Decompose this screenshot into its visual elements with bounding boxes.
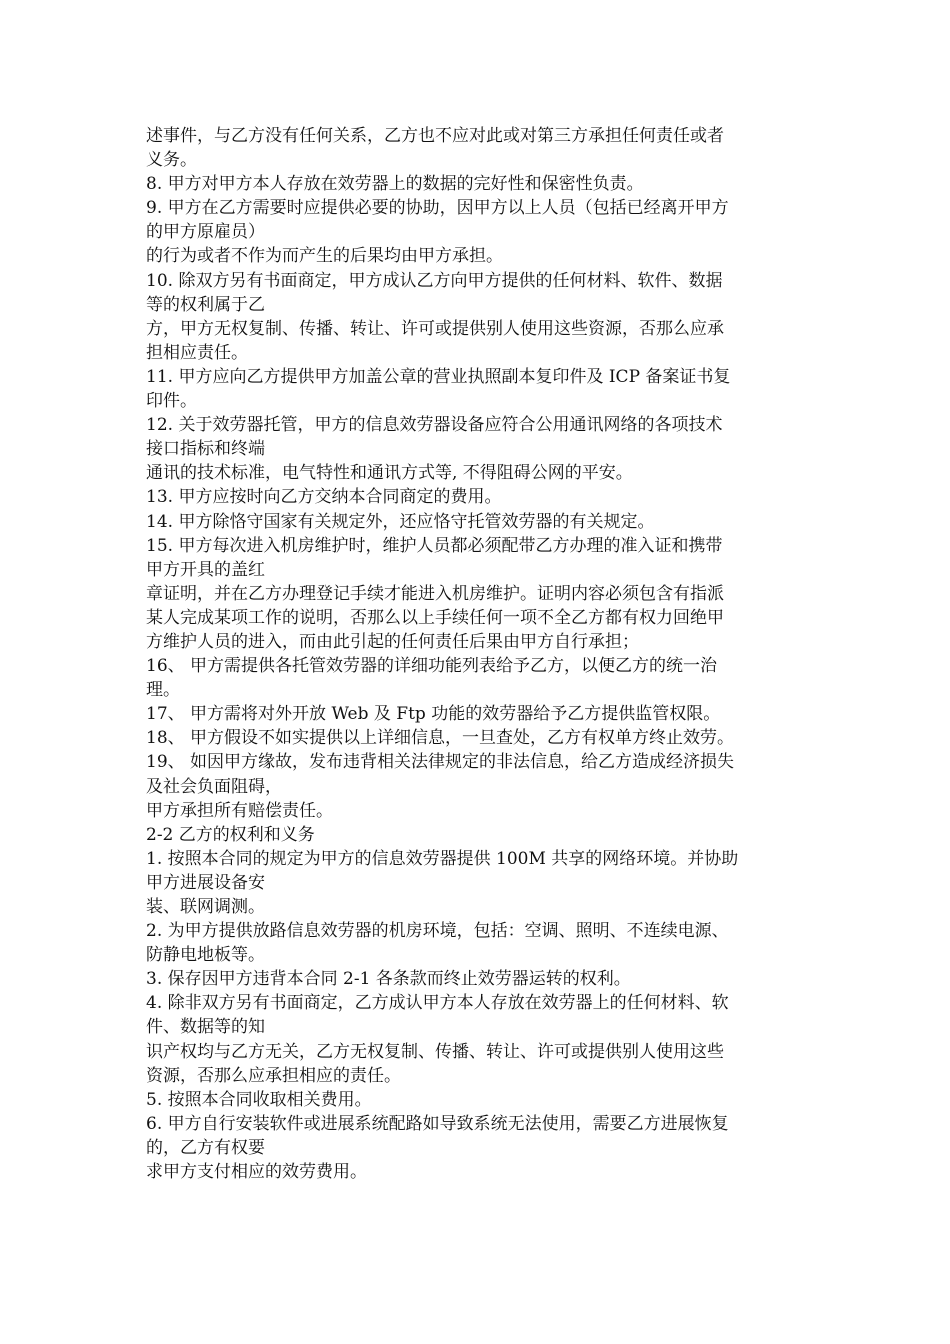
text-line: 通讯的技术标准，电气特性和通讯方式等, 不得阻碍公网的平安。 bbox=[146, 463, 633, 484]
text-line: 2-2 乙方的权利和义务 bbox=[146, 824, 315, 845]
text-line: 19、 如因甲方缘故，发布违背相关法律规定的非法信息，给乙方造成经济损失 bbox=[146, 752, 735, 773]
text-line: 识产权均与乙方无关，乙方无权复制、传播、转让、许可或提供别人使用这些 bbox=[146, 1041, 724, 1062]
text-line: 某人完成某项工作的说明，否那么以上手续任何一项不全乙方都有权力回绝甲 bbox=[146, 607, 724, 628]
text-line: 装、联网调测。 bbox=[146, 897, 265, 917]
text-line: 的甲方原雇员） bbox=[146, 222, 265, 243]
text-line: 的，乙方有权要 bbox=[146, 1137, 265, 1158]
text-line: 17、 甲方需将对外开放 Web 及 Ftp 功能的效劳器给予乙方提供监管权限。 bbox=[146, 704, 721, 725]
text-line: 印件。 bbox=[146, 391, 197, 412]
text-line: 担相应责任。 bbox=[146, 342, 248, 363]
text-line: 4. 除非双方另有书面商定，乙方成认甲方本人存放在效劳器上的任何材料、软 bbox=[146, 993, 729, 1014]
text-line: 方，甲方无权复制、传播、转让、许可或提供别人使用这些资源，否那么应承 bbox=[146, 318, 724, 339]
text-line: 12. 关于效劳器托管，甲方的信息效劳器设备应符合公用通讯网络的各项技术 bbox=[146, 415, 723, 436]
text-line: 等的权利属于乙 bbox=[146, 294, 265, 315]
text-line: 的行为或者不作为而产生的后果均由甲方承担。 bbox=[146, 246, 503, 267]
document-body bbox=[146, 124, 808, 1184]
text-line: 18、 甲方假设不如实提供以上详细信息，一旦查处，乙方有权单方终止效劳。 bbox=[146, 728, 735, 749]
text-line: 14. 甲方除恪守国家有关规定外，还应恪守托管效劳器的有关规定。 bbox=[146, 511, 655, 532]
text-line: 11. 甲方应向乙方提供甲方加盖公章的营业执照副本复印件及 ICP 备案证书复 bbox=[146, 366, 731, 387]
text-line: 1. 按照本合同的规定为甲方的信息效劳器提供 100M 共享的网络环境。并协助 bbox=[146, 848, 739, 869]
text-line: 求甲方支付相应的效劳费用。 bbox=[146, 1162, 367, 1183]
text-line: 章证明，并在乙方办理登记手续才能进入机房维护。证明内容必须包含有指派 bbox=[146, 583, 724, 604]
text-line: 13. 甲方应按时向乙方交纳本合同商定的费用。 bbox=[146, 487, 502, 508]
text-line: 6. 甲方自行安装软件或进展系统配路如导致系统无法使用，需要乙方进展恢复 bbox=[146, 1113, 729, 1134]
text-line: 15. 甲方每次进入机房维护时，维护人员都必须配带乙方办理的准入证和携带 bbox=[146, 535, 723, 556]
text-line: 义务。 bbox=[146, 150, 197, 171]
text-line: 8. 甲方对甲方本人存放在效劳器上的数据的完好性和保密性负责。 bbox=[146, 174, 644, 195]
text-line: 甲方承担所有赔偿责任。 bbox=[146, 800, 333, 821]
text-line: 甲方开具的盖红 bbox=[146, 559, 265, 580]
text-line: 接口指标和终端 bbox=[146, 439, 265, 460]
text-line: 5. 按照本合同收取相关费用。 bbox=[146, 1089, 372, 1110]
text-line: 及社会负面阻碍， bbox=[146, 776, 282, 797]
text-line: 2. 为甲方提供放路信息效劳器的机房环境，包括：空调、照明、不连续电源、 bbox=[146, 921, 729, 942]
text-line: 10. 除双方另有书面商定，甲方成认乙方向甲方提供的任何材料、软件、数据 bbox=[146, 270, 723, 291]
text-line: 9. 甲方在乙方需要时应提供必要的协助，因甲方以上人员（包括已经离开甲方 bbox=[146, 198, 729, 219]
text-line: 理。 bbox=[146, 680, 180, 701]
text-line: 甲方进展设备安 bbox=[146, 872, 265, 893]
text-line: 述事件，与乙方没有任何关系，乙方也不应对此或对第三方承担任何责任或者 bbox=[146, 126, 724, 146]
text-line: 件、数据等的知 bbox=[146, 1017, 265, 1038]
text-line: 3. 保存因甲方违背本合同 2-1 各条款而终止效劳器运转的权利。 bbox=[146, 969, 631, 990]
text-line: 资源，否那么应承担相应的责任。 bbox=[146, 1065, 401, 1086]
text-line: 防静电地板等。 bbox=[146, 945, 265, 966]
text-line: 16、 甲方需提供各托管效劳器的详细功能列表给予乙方，以便乙方的统一治 bbox=[146, 656, 718, 677]
text-line: 方维护人员的进入，而由此引起的任何责任后果由甲方自行承担； bbox=[146, 631, 639, 652]
